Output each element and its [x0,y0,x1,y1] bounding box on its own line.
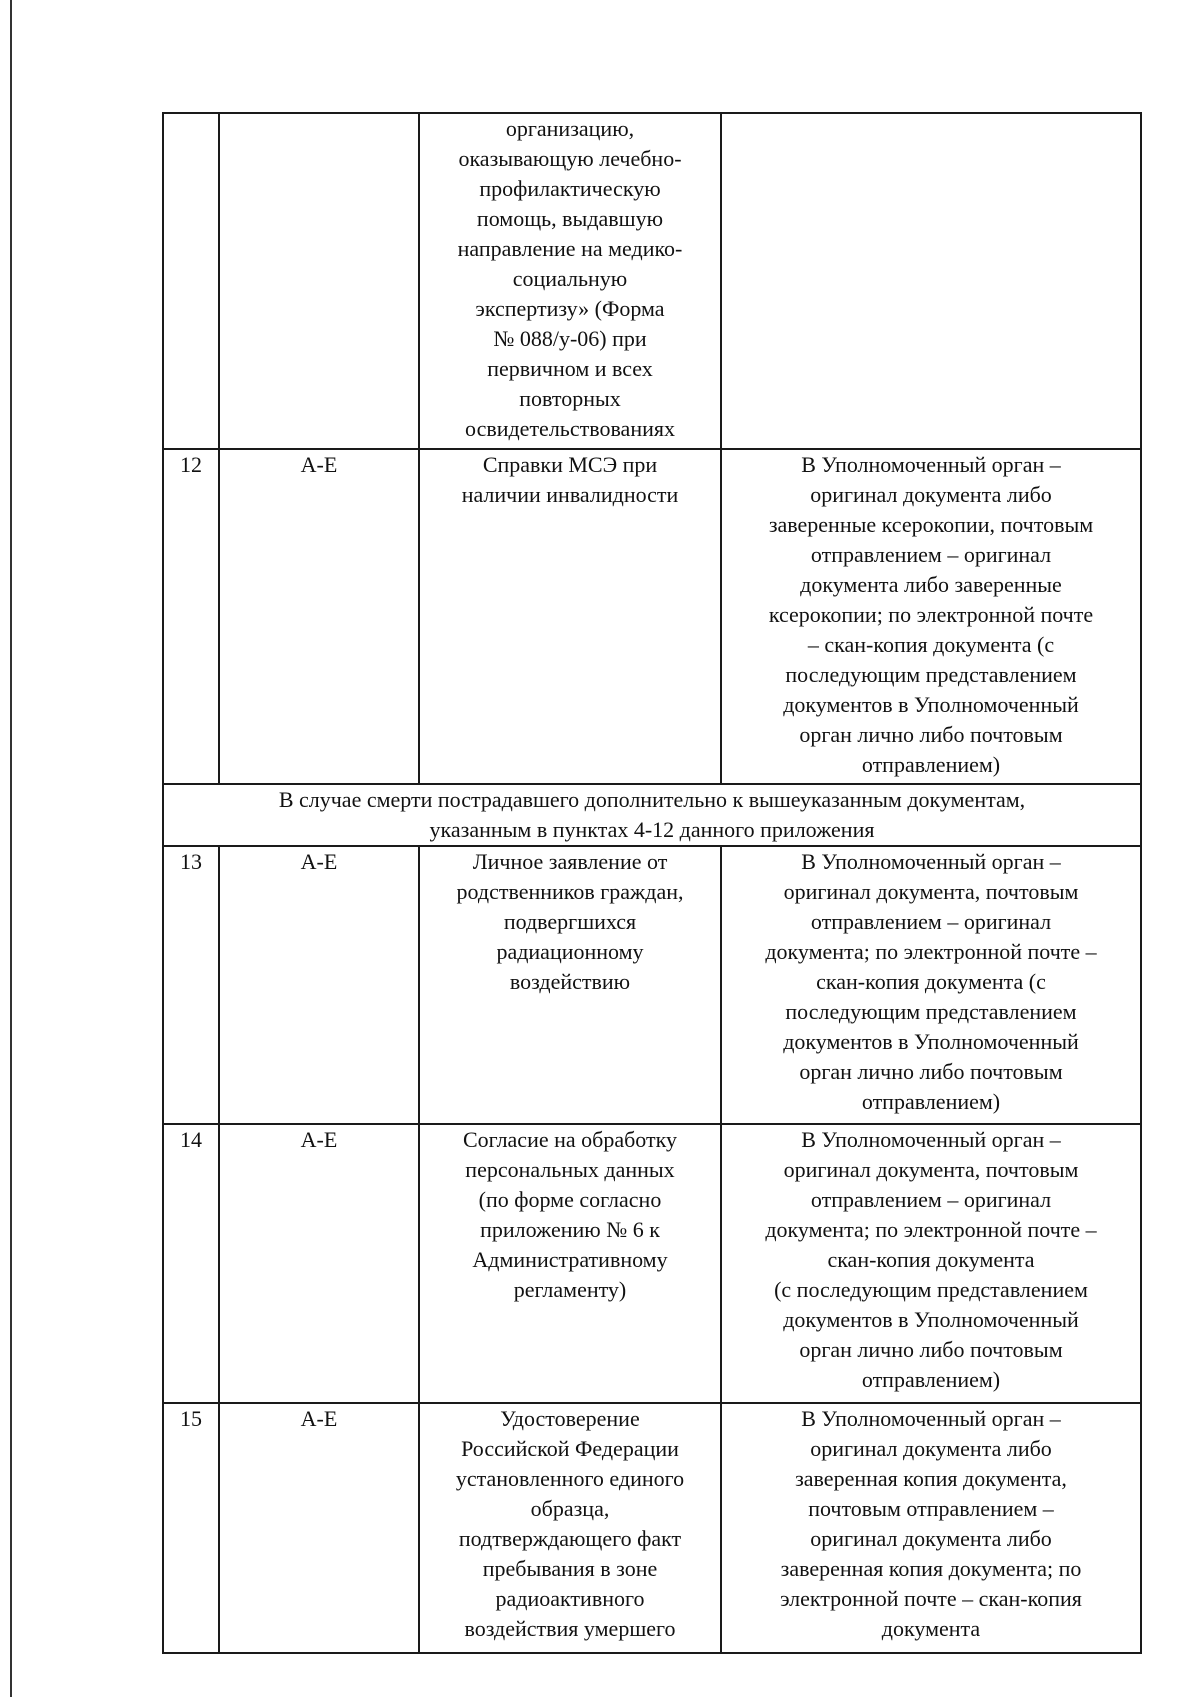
group-cell: А-Е [219,1124,419,1403]
group-cell [219,113,419,449]
section-heading-row [163,784,1141,846]
row-number-cell: 12 [163,449,219,784]
group-cell: А-Е [219,1403,419,1653]
document-name-cell: Согласие на обработку персональных данных (по форме согласно приложению № 6 к Административному регламенту) [419,1124,721,1403]
table-row [163,846,1141,1124]
row-number-cell [163,113,219,449]
row-number-cell: 14 [163,1124,219,1403]
row-number-cell: 15 [163,1403,219,1653]
group-cell: А-Е [219,846,419,1124]
table-row [163,1124,1141,1403]
document-name-cell: Личное заявление от родственников граждан, подвергшихся радиационному воздействию [419,846,721,1124]
group-cell: А-Е [219,449,419,784]
submission-method-cell: В Уполномоченный орган – оригинал документа либо заверенные ксерокопии, почтовым отправлением – оригинал документа либо заверенные ксерокопии; по электронной почте – скан-копия документа (с последующим представлением документов в Уполномоченный орган лично либо почтовым отправлением) [721,449,1141,784]
table-row [163,449,1141,784]
submission-method-cell: В Уполномоченный орган – оригинал документа либо заверенная копия документа, почтовым отправлением – оригинал документа либо заверенная копия документа; по электронной почте – скан-копия документа [721,1403,1141,1653]
submission-method-cell [721,113,1141,449]
submission-method-cell: В Уполномоченный орган – оригинал документа, почтовым отправлением – оригинал документа; по электронной почте – скан-копия документа (с последующим представлением документов в Уполномоченный орган лично либо почтовым отправлением) [721,1124,1141,1403]
submission-method-cell: В Уполномоченный орган – оригинал документа, почтовым отправлением – оригинал документа; по электронной почте – скан-копия документа (с последующим представлением документов в Уполномоченный орган лично либо почтовым отправлением) [721,846,1141,1124]
documents-table [162,112,1142,1654]
document-name-cell: Удостоверение Российской Федерации установленного единого образца, подтверждающего факт пребывания в зоне радиоактивного воздействия умершего [419,1403,721,1653]
document-name-cell: Справки МСЭ при наличии инвалидности [419,449,721,784]
table-row [163,1403,1141,1653]
document-name-cell: организацию, оказывающую лечебно- профилактическую помощь, выдавшую направление на медико- социальную экспертизу» (Форма № 088/у-06) при первичном и всех повторных освидетельствованиях [419,113,721,449]
scan-edge-line [10,0,12,1697]
table-row [163,113,1141,449]
row-number-cell: 13 [163,846,219,1124]
section-heading: В случае смерти пострадавшего дополнительно к вышеуказанным документам, указанным в пунктах 4-12 данного приложения [163,784,1141,846]
